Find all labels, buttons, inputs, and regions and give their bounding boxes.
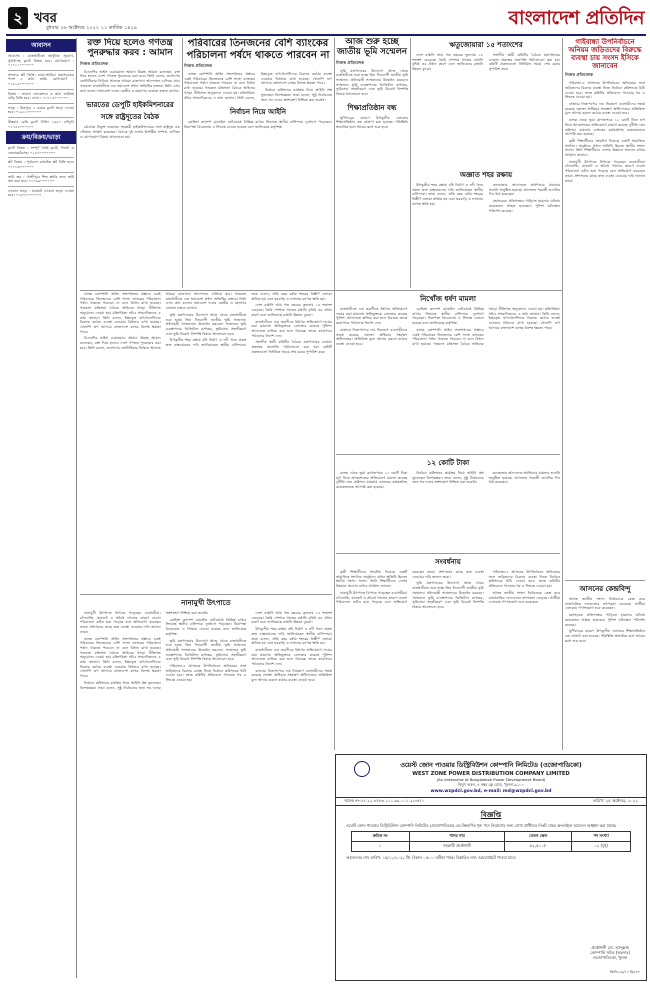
company-name-en: WEST ZONE POWER DISTRIBUTION COMPANY LIMITED [412,771,570,777]
classified-item: আবাসন : রাজধানীতে আধুনিক সুযোগ-সুবিধাসহ ফ্ল্যাট বিক্রয় হবে। যোগাযোগ : ০১৭১১০০০০০০ [8,54,74,68]
byline: নিজস্ব প্রতিবেদক [336,59,365,65]
classified-item: দোকান ভাড়া : মার্কেটে দোকান ভাড়া দেওয়া হবে। ০১৬৭৭০০০০০০ [8,188,74,198]
article-constituency [565,582,645,750]
article-body: ব্যাংক থেকে ভুয়া কাগজপত্রে ১২ কোটি টাকা ঋণ নিয়ে আত্মসাতের অভিযোগে মামলা করেছে দুর্নীতি দমন কমিশন। মামলায় ব্যাংকের কর্মকর্তাসহ কয়েকজনকে আসামি করা হয়েছে। নির্বাচন কমিশনের কার্যক্রম নিয়ে আইনি প্রশ্ন তুলেছেন বিশেষজ্ঞরা। তারা বলেন, সুষ্ঠু নির্বাচনের জন্য সব দলের অংশগ্রহণ নিশ্চিত করা জরুরি। কলকাতার আদালতে অর্থপাচার মামলার শুনানি অনুষ্ঠিত হয়েছে। আদালত পরবর্তী শুনানির দিন ধার্য করেছেন। [336,471,560,490]
sub-headline: নিখোঁজ ধর্ষণ মামলা [420,295,476,303]
classified-column [6,38,77,978]
notice-title: বিজ্ঞপ্তি [480,811,502,819]
headline: আজ শুরু হচ্ছে জাতীয় ভূমি সম্মেলন [336,38,408,57]
article-body: উপকূলীয় শহর রক্ষায় বাঁধ নির্মাণ ও নদী খনন প্রকল্প দ্রুত বাস্তবায়নের দাবি জানিয়েছেন স্থানীয় বাসিন্দারা। তারা বলেন, প্রতি বছর বর্ষায় শহরের বিস্তীর্ণ এলাকা প্লাবিত হয় এবং ঘরবাড়ি ও ফসলের ব্যাপক ক্ষতি হয়। কলকাতার আদালতে অর্থপাচার মামলার শুনানি অনুষ্ঠিত হয়েছে। আদালত পরবর্তী শুনানির দিন ধার্য করেছেন। মহাসড়কে প্রতিপক্ষের গাড়িতে হামলার ঘটনায় কয়েকজন আহত হয়েছেন। পুলিশ ঘটনাস্থল পরিদর্শন করেছে। [412,183,560,213]
masthead [6,4,646,36]
classified-item: বিক্রয় : ভালো লোকেশনে ৩ কাঠা জমিসহ বাড়ি বিক্রি হবে। ফোন : ০১৭১৫০০০০০০ [8,91,74,101]
signature-block [590,945,630,960]
table-header: পদের নাম [409,832,505,842]
page-number: ২ [8,7,28,29]
article-body: চট্টগ্রামে নিযুক্ত ভারতের সহকারী হাইকমিশনারের সঙ্গে রাষ্ট্রদূত এক সৌজন্য সাক্ষাৎ করেছেন। বৈঠকে দুই দেশের দ্বিপক্ষীয় সম্পর্ক, বাণিজ্য ও যোগাযোগ বিষয়ে আলোচনা হয়। [80,125,180,139]
classified-item: ভাড়া : মিরপুরে ২ রুমের ফ্ল্যাট ভাড়া দেওয়া হবে। ০১৯১১০০০০০০ [8,105,74,115]
signer-name: প্রকৌশলী মো. আব্দুল্লাহ [591,945,629,950]
article-body: বিএনপির ভাইস চেয়ারম্যান আমান উল্লাহ আমান বলেছেন, রক্ত দিয়ে হলেও দেশে গণতন্ত্র পুনরুদ্ধার করা হবে। তিনি বলেন, জনগণের ভোটাধিকার ফিরিয়ে আনতে আমরা রাজপথে আন্দোলন চালিয়ে যাব। গতকাল রাজধানীতে এক সমাবেশে প্রধান অতিথির বক্তব্যে তিনি এসব কথা বলেন। সমাবেশে দলের কেন্দ্রীয় ও মহানগর নেতারা বক্তব্য রাখেন। [80,69,180,93]
signer-org: ওজোপাডিকো, খুলনা [592,955,628,960]
table-header: বেতন স্কেল [505,832,571,842]
sub-headline: ১২ কোটি টাকা [426,459,470,467]
table-header: ক্রমিক নং [352,832,410,842]
article-body: রোহিঙ্গা ক্যাম্পে মোবাইল নেটওয়ার্ক বিচ্ছিন্ন রাখার সিদ্ধান্তে স্থানীয় বাসিন্দারা দুর্ভোগে পড়েছেন। নিরাপত্তা বিবেচনায় এ সিদ্ধান্ত নেওয়া হয়েছে বলে জানিয়েছে কর্তৃপক্ষ। [184,120,332,129]
classified-item: প্লট বিক্রয় : পূর্বাচলে রাজউক প্লট বিক্রি হবে। ০১৭১৩০০০০০০ [8,160,74,169]
dateline: বুধবার ২৬ অক্টোবর ২০২২ ১১ কার্তিক ১৪২৯ [46,25,138,31]
article-body: ব্যাংক কোম্পানি আইন সংশোধনের প্রস্তাবে একই পরিবারের তিনজনের বেশি সদস্য ব্যাংকের পরিচালনা পর্ষদে থাকতে পারবেন না বলে বিধান রাখা হয়েছে। গতকাল মন্ত্রিসভা বৈঠকে আইনের খসড়া নীতিগত অনুমোদন দেওয়া হয়। মন্ত্রিপরিষদ সচিব সাংবাদিকদের এ তথ্য জানান। তিনি বলেন, ইচ্ছাকৃত ঋণখেলাপিদের বিরুদ্ধে কঠোর ব্যবস্থা নেওয়ার বিধানও রাখা হয়েছে। খেলাপি ঋণ আদায়ে বাংলাদেশ ব্যাংক বিশেষ ক্ষমতা পাবে। নির্বাচন কমিশনের কার্যক্রম নিয়ে আইনি প্রশ্ন তুলেছেন বিশেষজ্ঞরা। তারা বলেন, সুষ্ঠু নির্বাচনের জন্য সব দলের অংশগ্রহণ নিশ্চিত করা জরুরি। [184,72,332,102]
article-nanamukhi [80,596,332,980]
company-name-bn: ওয়েস্ট জোন পাওয়ার ডিস্ট্রিবিউশন কোম্পানি লিমিটেড (ওজোপাডিকো) [400,762,582,769]
classified-item: উত্তরায় রেডি ফ্ল্যাট বিক্রি। ১৬৫০ বর্গফুট। ০১৭৫২০০০০০০ [8,119,74,129]
company-logo-icon [354,761,370,777]
sub-headline: শিক্ষাপ্রতিষ্ঠান বন্ধ [347,103,397,112]
article-body: ঘূর্ণিঝড়ের কারণে উপকূলীয় এলাকার শিক্ষাপ্রতিষ্ঠান বন্ধ ঘোষণা করা হয়েছে। পরিস্থিতি স্বাভাবিক হলে আবার ক্লাস শুরু হবে। [336,115,408,130]
article-aman [80,38,180,288]
company-sub: (An enterprise of Bangladesh Power Development Board) [436,777,546,782]
article-export [412,38,560,163]
classified-list [6,54,76,129]
memo-number: স্মারক নং-২৭.২২.৪৭৮৬.১০১.৩৯.০০১.২২-৬৭০ [344,798,425,803]
article-body: দেশে রপ্তানি আয় গত বছরের তুলনায় ১৫ শতাংশ বেড়েছে। তৈরি পোশাক খাতের রপ্তানি বৃদ্ধিই এর প্রধান কারণ বলে জানিয়েছে রপ্তানি উন্নয়ন ব্যুরো। সংসদীয় স্থায়ী কমিটির বৈঠকে মন্ত্রণালয়ের চলমান প্রকল্পের অগ্রগতি পর্যালোচনা করা হয়। কমিটি প্রকল্পগুলো নির্ধারিত সময়ে শেষ করার সুপারিশ করে। [412,53,560,72]
article-body: ভূমি মন্ত্রণালয়ের উদ্যোগে আজ থেকে রাজধানীতে শুরু হচ্ছে তিন দিনব্যাপী জাতীয় ভূমি সম্মেলন। প্রধানমন্ত্রী সম্মেলনের উদ্বোধন করবেন। সম্মেলনে ভূমি ব্যবস্থাপনার ডিজিটাল রূপান্তর, ভূমিসেবা সহজীকরণ এবং ভূমি বিরোধ নিষ্পত্তি বিষয়ে আলোচনা হবে। [336,68,408,97]
article-bank-board [184,38,332,288]
post-table [351,831,631,852]
sub-headline: সংবর্ধনায় [435,558,461,566]
classified-item: ফ্ল্যাট বিক্রয় : সম্পূর্ণ তৈরি ফ্ল্যাট, লিফট ও জেনারেটরসহ। ০১৮৭০০০০০০০ [8,146,74,155]
article-land-conference [336,38,408,288]
table-row: ১ সহকারী প্রকৌশলী ৬২,৫০০/- ০২ (দুই) [352,842,631,852]
table-header: পদ সংখ্যা [571,832,630,842]
classified-heading: আবাসন [6,39,76,52]
article-body: নানামুখী উৎপাতে বিপাকে পড়েছেন ব্যবসায়ীরা। চাঁদাবাজি, যানজট ও অবৈধ দখলের কারণে ব্যবসা পরিচালনা কঠিন হয়ে পড়েছে বলে অভিযোগ করেছেন তারা। প্রশাসনের কাছে দ্রুত ব্যবস্থা নেওয়ার দাবি জানান তারা। ব্যাংক কোম্পানি আইন সংশোধনের প্রস্তাবে একই পরিবারের তিনজনের বেশি সদস্য ব্যাংকের পরিচালনা পর্ষদে থাকতে পারবেন না বলে বিধান রাখা হয়েছে। গতকাল মন্ত্রিসভা বৈঠকে আইনের খসড়া নীতিগত অনুমোদন দেওয়া হয়। মন্ত্রিপরিষদ সচিব সাংবাদিকদের এ তথ্য জানান। তিনি বলেন, ইচ্ছাকৃত ঋণখেলাপিদের বিরুদ্ধে কঠোর ব্যবস্থা নেওয়ার বিধানও রাখা হয়েছে। খেলাপি ঋণ আদায়ে বাংলাদেশ ব্যাংক বিশেষ ক্ষমতা পাবে। নির্বাচন কমিশনের কার্যক্রম নিয়ে আইনি প্রশ্ন তুলেছেন বিশেষজ্ঞরা। তারা বলেন, সুষ্ঠু নির্বাচনের জন্য সব দলের অংশগ্রহণ নিশ্চিত করা জরুরি। রোহিঙ্গা ক্যাম্পে মোবাইল নেটওয়ার্ক বিচ্ছিন্ন রাখার সিদ্ধান্তে স্থানীয় বাসিন্দারা দুর্ভোগে পড়েছেন। নিরাপত্তা বিবেচনায় এ সিদ্ধান্ত নেওয়া হয়েছে বলে জানিয়েছে কর্তৃপক্ষ। ভূমি মন্ত্রণালয়ের উদ্যোগে আজ থেকে রাজধানীতে শুরু হচ্ছে তিন দিনব্যাপী জাতীয় ভূমি সম্মেলন। প্রধানমন্ত্রী সম্মেলনের উদ্বোধন করবেন। সম্মেলনে ভূমি ব্যবস্থাপনার ডিজিটাল রূপান্তর, ভূমিসেবা সহজীকরণ এবং ভূমি বিরোধ নিষ্পত্তি বিষয়ে আলোচনা হবে। গাইবান্ধা-৫ আসনের উপনির্বাচনে অনিয়মের সঙ্গে জড়িতদের বিরুদ্ধে ব্যবস্থা নিতে নির্বাচন কমিশনকে চিঠি দেওয়া হবে। তদন্ত কমিটির প্রতিবেদন পাওয়ার পর এ সিদ্ধান্ত নেওয়া হয়। দেশে রপ্তানি আয় গত বছরের তুলনায় ১৫ শতাংশ বেড়েছে। তৈরি পোশাক খাতের রপ্তানি বৃদ্ধিই এর প্রধান কারণ বলে জানিয়েছে রপ্তানি উন্নয়ন ব্যুরো। উপকূলীয় শহর রক্ষায় বাঁধ নির্মাণ ও নদী খনন প্রকল্প দ্রুত বাস্তবায়নের দাবি জানিয়েছেন স্থানীয় বাসিন্দারা। তারা বলেন, প্রতি বছর বর্ষায় শহরের বিস্তীর্ণ এলাকা প্লাবিত হয় এবং ঘরবাড়ি ও ফসলের ব্যাপক ক্ষতি হয়। রাজধানীতে এক তরুণীকে ধর্ষণের অভিযোগে দায়ের করা মামলায় অভিযুক্তকে গ্রেফতার করেছে পুলিশ। আদালতে হাজির করা হলে বিচারক তাকে কারাগারে পাঠানোর নির্দেশ দেন। বাজারে নিত্যপণ্যের দাম নিয়ন্ত্রণে ব্যবসায়ীদের সতর্ক করেছে ভোক্তা অধিকার সংরক্ষণ অধিদফতর। অতিরিক্ত মূল্য আদায় করলে কঠোর ব্যবস্থা নেওয়া হবে। [80,611,332,690]
memo-date: তারিখ: ২৫ অক্টোবর, ২০২২ [592,798,638,803]
sub-headline: ঋতুজোয়ারা ১৫ শতাংশের [449,41,523,49]
article-body: আসন্ন জাতীয় সংসদ নির্বাচনকে কেন্দ্র করে রাজনৈতিক দলগুলোর তৎপরতা বেড়েছে। প্রার্থীরা এলাকায় গণসংযোগ শুরু করেছেন। মহাসড়কে প্রতিপক্ষের গাড়িতে হামলার ঘটনায় কয়েকজন আহত হয়েছেন। পুলিশ ঘটনাস্থল পরিদর্শন করেছে। ঘূর্ণিঝড়ের কারণে উপকূলীয় এলাকার শিক্ষাপ্রতিষ্ঠান বন্ধ ঘোষণা করা হয়েছে। পরিস্থিতি স্বাভাবিক হলে আবার ক্লাস শুরু হবে। [565,597,645,643]
classified-item: সাভারে প্লট বিক্রি। ঢাকা-আরিচা মহাসড়কের পাশে ৫ কাঠা জমি। যোগাযোগ : ০১৮১৯০০০০০০ [8,72,74,86]
article-body: ব্যাংক কোম্পানি আইন সংশোধনের প্রস্তাবে একই পরিবারের তিনজনের বেশি সদস্য ব্যাংকের পরিচালনা পর্ষদে থাকতে পারবেন না বলে বিধান রাখা হয়েছে। গতকাল মন্ত্রিসভা বৈঠকে আইনের খসড়া নীতিগত অনুমোদন দেওয়া হয়। মন্ত্রিপরিষদ সচিব সাংবাদিকদের এ তথ্য জানান। তিনি বলেন, ইচ্ছাকৃত ঋণখেলাপিদের বিরুদ্ধে কঠোর ব্যবস্থা নেওয়ার বিধানও রাখা হয়েছে। খেলাপি ঋণ আদায়ে বাংলাদেশ ব্যাংক বিশেষ ক্ষমতা পাবে। বিএনপির ভাইস চেয়ারম্যান আমান উল্লাহ আমান বলেছেন, রক্ত দিয়ে হলেও দেশে গণতন্ত্র পুনরুদ্ধার করা হবে। তিনি বলেন, জনগণের ভোটাধিকার ফিরিয়ে আনতে আমরা রাজপথে আন্দোলন চালিয়ে যাব। গতকাল রাজধানীতে এক সমাবেশে প্রধান অতিথির বক্তব্যে তিনি এসব কথা বলেন। সমাবেশে দলের কেন্দ্রীয় ও মহানগর নেতারা বক্তব্য রাখেন। ভূমি মন্ত্রণালয়ের উদ্যোগে আজ থেকে রাজধানীতে শুরু হচ্ছে তিন দিনব্যাপী জাতীয় ভূমি সম্মেলন। প্রধানমন্ত্রী সম্মেলনের উদ্বোধন করবেন। সম্মেলনে ভূমি ব্যবস্থাপনার ডিজিটাল রূপান্তর, ভূমিসেবা সহজীকরণ এবং ভূমি বিরোধ নিষ্পত্তি বিষয়ে আলোচনা হবে। উপকূলীয় শহর রক্ষায় বাঁধ নির্মাণ ও নদী খনন প্রকল্প দ্রুত বাস্তবায়নের দাবি জানিয়েছেন স্থানীয় বাসিন্দারা। তারা বলেন, প্রতি বছর বর্ষায় শহরের বিস্তীর্ণ এলাকা প্লাবিত হয় এবং ঘরবাড়ি ও ফসলের ব্যাপক ক্ষতি হয়। দেশে রপ্তানি আয় গত বছরের তুলনায় ১৫ শতাংশ বেড়েছে। তৈরি পোশাক খাতের রপ্তানি বৃদ্ধিই এর প্রধান কারণ বলে জানিয়েছে রপ্তানি উন্নয়ন ব্যুরো। রাজধানীতে এক তরুণীকে ধর্ষণের অভিযোগে দায়ের করা মামলায় অভিযুক্তকে গ্রেফতার করেছে পুলিশ। আদালতে হাজির করা হলে বিচারক তাকে কারাগারে পাঠানোর নির্দেশ দেন। সংসদীয় স্থায়ী কমিটির বৈঠকে মন্ত্রণালয়ের চলমান প্রকল্পের অগ্রগতি পর্যালোচনা করা হয়। কমিটি প্রকল্পগুলো নির্ধারিত সময়ে শেষ করার সুপারিশ করে। [80,292,332,354]
memo-line [336,797,646,806]
tender-advertisement [335,754,647,981]
article-body: গাইবান্ধা-৫ আসনের উপনির্বাচনে অনিয়মের সঙ্গে জড়িতদের বিরুদ্ধে ব্যবস্থা নিতে নির্বাচন কমিশনকে চিঠি দেওয়া হবে। তদন্ত কমিটির প্রতিবেদন পাওয়ার পর এ সিদ্ধান্ত নেওয়া হয়। বাজারে নিত্যপণ্যের দাম নিয়ন্ত্রণে ব্যবসায়ীদের সতর্ক করেছে ভোক্তা অধিকার সংরক্ষণ অধিদফতর। অতিরিক্ত মূল্য আদায় করলে কঠোর ব্যবস্থা নেওয়া হবে। ব্যাংক থেকে ভুয়া কাগজপত্রে ১২ কোটি টাকা ঋণ নিয়ে আত্মসাতের অভিযোগে মামলা করেছে দুর্নীতি দমন কমিশন। মামলায় ব্যাংকের কর্মকর্তাসহ কয়েকজনকে আসামি করা হয়েছে। কৃতী শিক্ষার্থীদের সংবর্ধনা দিয়েছে একটি সামাজিক সংগঠন। অনুষ্ঠানে প্রধান অতিথি ছিলেন স্থানীয় সংসদ সদস্য। তিনি শিক্ষার্থীদের দেশের উন্নয়নে অবদান রাখার আহ্বান জানান। নানামুখী উৎপাতে বিপাকে পড়েছেন ব্যবসায়ীরা। চাঁদাবাজি, যানজট ও অবৈধ দখলের কারণে ব্যবসা পরিচালনা কঠিন হয়ে পড়েছে বলে অভিযোগ করেছেন তারা। প্রশাসনের কাছে দ্রুত ব্যবস্থা নেওয়ার দাবি জানান তারা। [565,81,645,183]
signer-title: কোম্পানি সচিব (অঃদাঃ) [590,950,630,955]
article-rape-case [336,292,560,452]
classified-list-2 [6,146,76,198]
notice-note: আবেদনের শেষ তারিখ: ১৫/১১/২০২২ খ্রি. বিকাল ০৫:০০ ঘটিকা পর্যন্ত। বিস্তারিত তথ্য ওয়েবসাইটে পাওয়া যাবে। [346,855,517,860]
byline: নিজস্ব প্রতিবেদক [80,60,109,66]
section-name: খবর [34,11,57,26]
article-gaibandha [565,38,645,578]
company-address: বিদ্যুৎ ভবন, ৪ নম্বর ক্লে রোড, খুলনা-৯১০০ [457,782,525,787]
sub-headline: আসনের কেন্দ্রবিন্দু [579,585,631,593]
article-reception [336,555,560,750]
classified-item: জমি ক্রয় : গাজীপুরে শিল্প প্লটের জন্য জমি ক্রয় করা হবে। ০১৭৯৯০০০০০০ [8,174,74,184]
sub-headline: অজ্ঞাত শহর রক্ষায় [459,171,513,179]
article-12-crore [336,456,560,551]
headline: গাইবান্ধা উপনির্বাচনে অনিয়ম জড়িতদের বিরুদ্ধে ব্যবস্থা চায় সংসদ ইসিকে জানাবেন [568,38,642,71]
ad-reference: জিডি-২৬/১০ ই/৪৪০ [609,970,640,974]
article-bank-continued [80,292,332,592]
article-body: রাজধানীতে এক তরুণীকে ধর্ষণের অভিযোগে দায়ের করা মামলায় অভিযুক্তকে গ্রেফতার করেছে পুলিশ। আদালতে হাজির করা হলে বিচারক তাকে কারাগারে পাঠানোর নির্দেশ দেন। বাজারে নিত্যপণ্যের দাম নিয়ন্ত্রণে ব্যবসায়ীদের সতর্ক করেছে ভোক্তা অধিকার সংরক্ষণ অধিদফতর। অতিরিক্ত মূল্য আদায় করলে কঠোর ব্যবস্থা নেওয়া হবে। রোহিঙ্গা ক্যাম্পে মোবাইল নেটওয়ার্ক বিচ্ছিন্ন রাখার সিদ্ধান্তে স্থানীয় বাসিন্দারা দুর্ভোগে পড়েছেন। নিরাপত্তা বিবেচনায় এ সিদ্ধান্ত নেওয়া হয়েছে বলে জানিয়েছে কর্তৃপক্ষ। ব্যাংক কোম্পানি আইন সংশোধনের প্রস্তাবে একই পরিবারের তিনজনের বেশি সদস্য ব্যাংকের পরিচালনা পর্ষদে থাকতে পারবেন না বলে বিধান রাখা হয়েছে। গতকাল মন্ত্রিসভা বৈঠকে আইনের খসড়া নীতিগত অনুমোদন দেওয়া হয়। মন্ত্রিপরিষদ সচিব সাংবাদিকদের এ তথ্য জানান। তিনি বলেন, ইচ্ছাকৃত ঋণখেলাপিদের বিরুদ্ধে কঠোর ব্যবস্থা নেওয়ার বিধানও রাখা হয়েছে। খেলাপি ঋণ আদায়ে বাংলাদেশ ব্যাংক বিশেষ ক্ষমতা পাবে। [336,307,560,346]
sub-headline: ভারতের ডেপুটি হাইকমিশনারের সঙ্গে রাষ্ট্রদূতের বৈঠক [86,101,174,122]
article-body: কৃতী শিক্ষার্থীদের সংবর্ধনা দিয়েছে একটি সামাজিক সংগঠন। অনুষ্ঠানে প্রধান অতিথি ছিলেন স্থানীয় সংসদ সদস্য। তিনি শিক্ষার্থীদের দেশের উন্নয়নে অবদান রাখার আহ্বান জানান। নানামুখী উৎপাতে বিপাকে পড়েছেন ব্যবসায়ীরা। চাঁদাবাজি, যানজট ও অবৈধ দখলের কারণে ব্যবসা পরিচালনা কঠিন হয়ে পড়েছে বলে অভিযোগ করেছেন তারা। প্রশাসনের কাছে দ্রুত ব্যবস্থা নেওয়ার দাবি জানান তারা। ভূমি মন্ত্রণালয়ের উদ্যোগে আজ থেকে রাজধানীতে শুরু হচ্ছে তিন দিনব্যাপী জাতীয় ভূমি সম্মেলন। প্রধানমন্ত্রী সম্মেলনের উদ্বোধন করবেন। সম্মেলনে ভূমি ব্যবস্থাপনার ডিজিটাল রূপান্তর, ভূমিসেবা সহজীকরণ এবং ভূমি বিরোধ নিষ্পত্তি বিষয়ে আলোচনা হবে। গাইবান্ধা-৫ আসনের উপনির্বাচনে অনিয়মের সঙ্গে জড়িতদের বিরুদ্ধে ব্যবস্থা নিতে নির্বাচন কমিশনকে চিঠি দেওয়া হবে। তদন্ত কমিটির প্রতিবেদন পাওয়ার পর এ সিদ্ধান্ত নেওয়া হয়। আসন্ন জাতীয় সংসদ নির্বাচনকে কেন্দ্র করে রাজনৈতিক দলগুলোর তৎপরতা বেড়েছে। প্রার্থীরা এলাকায় গণসংযোগ শুরু করেছেন। [336,570,560,609]
article-city-protection [412,168,560,278]
byline: নিজস্ব প্রতিবেদক [184,63,213,68]
headline: রক্ত দিয়ে হলেও গণতন্ত্র পুনরুদ্ধার করব : আমান [87,38,173,59]
classified-heading-2: ক্রয়/বিক্রয়/ভাড়া [6,131,76,144]
newspaper-logo: বাংলাদেশ প্রতিদিন [508,7,644,29]
notice-intro: ওয়েস্ট জোন পাওয়ার ডিস্ট্রিবিউশন কোম্পানি লিমিটেড (ওজোপাডিকো)-এর নিম্নবর্ণিত শূন্য পদে নিয়োগের জন্য যোগ্য প্রার্থীদের নিকট থেকে অনলাইনে আবেদন আহ্বান করা যাচ্ছে। [346,823,617,828]
sub-headline: নানামুখী উৎপাতে [181,599,231,607]
byline: নিজস্ব প্রতিবেদক [565,72,594,78]
company-web: www.wzpdcl.gov.bd, e-mail: md@wzpdcl.gov.bd [430,789,552,794]
headline: পরিবারের তিনজনের বেশি ব্যাংকের পরিচালনা পর্ষদে থাকতে পারবেন না [186,38,330,61]
sub-headline: নির্বাচন নিয়ে আইনি [229,108,287,117]
